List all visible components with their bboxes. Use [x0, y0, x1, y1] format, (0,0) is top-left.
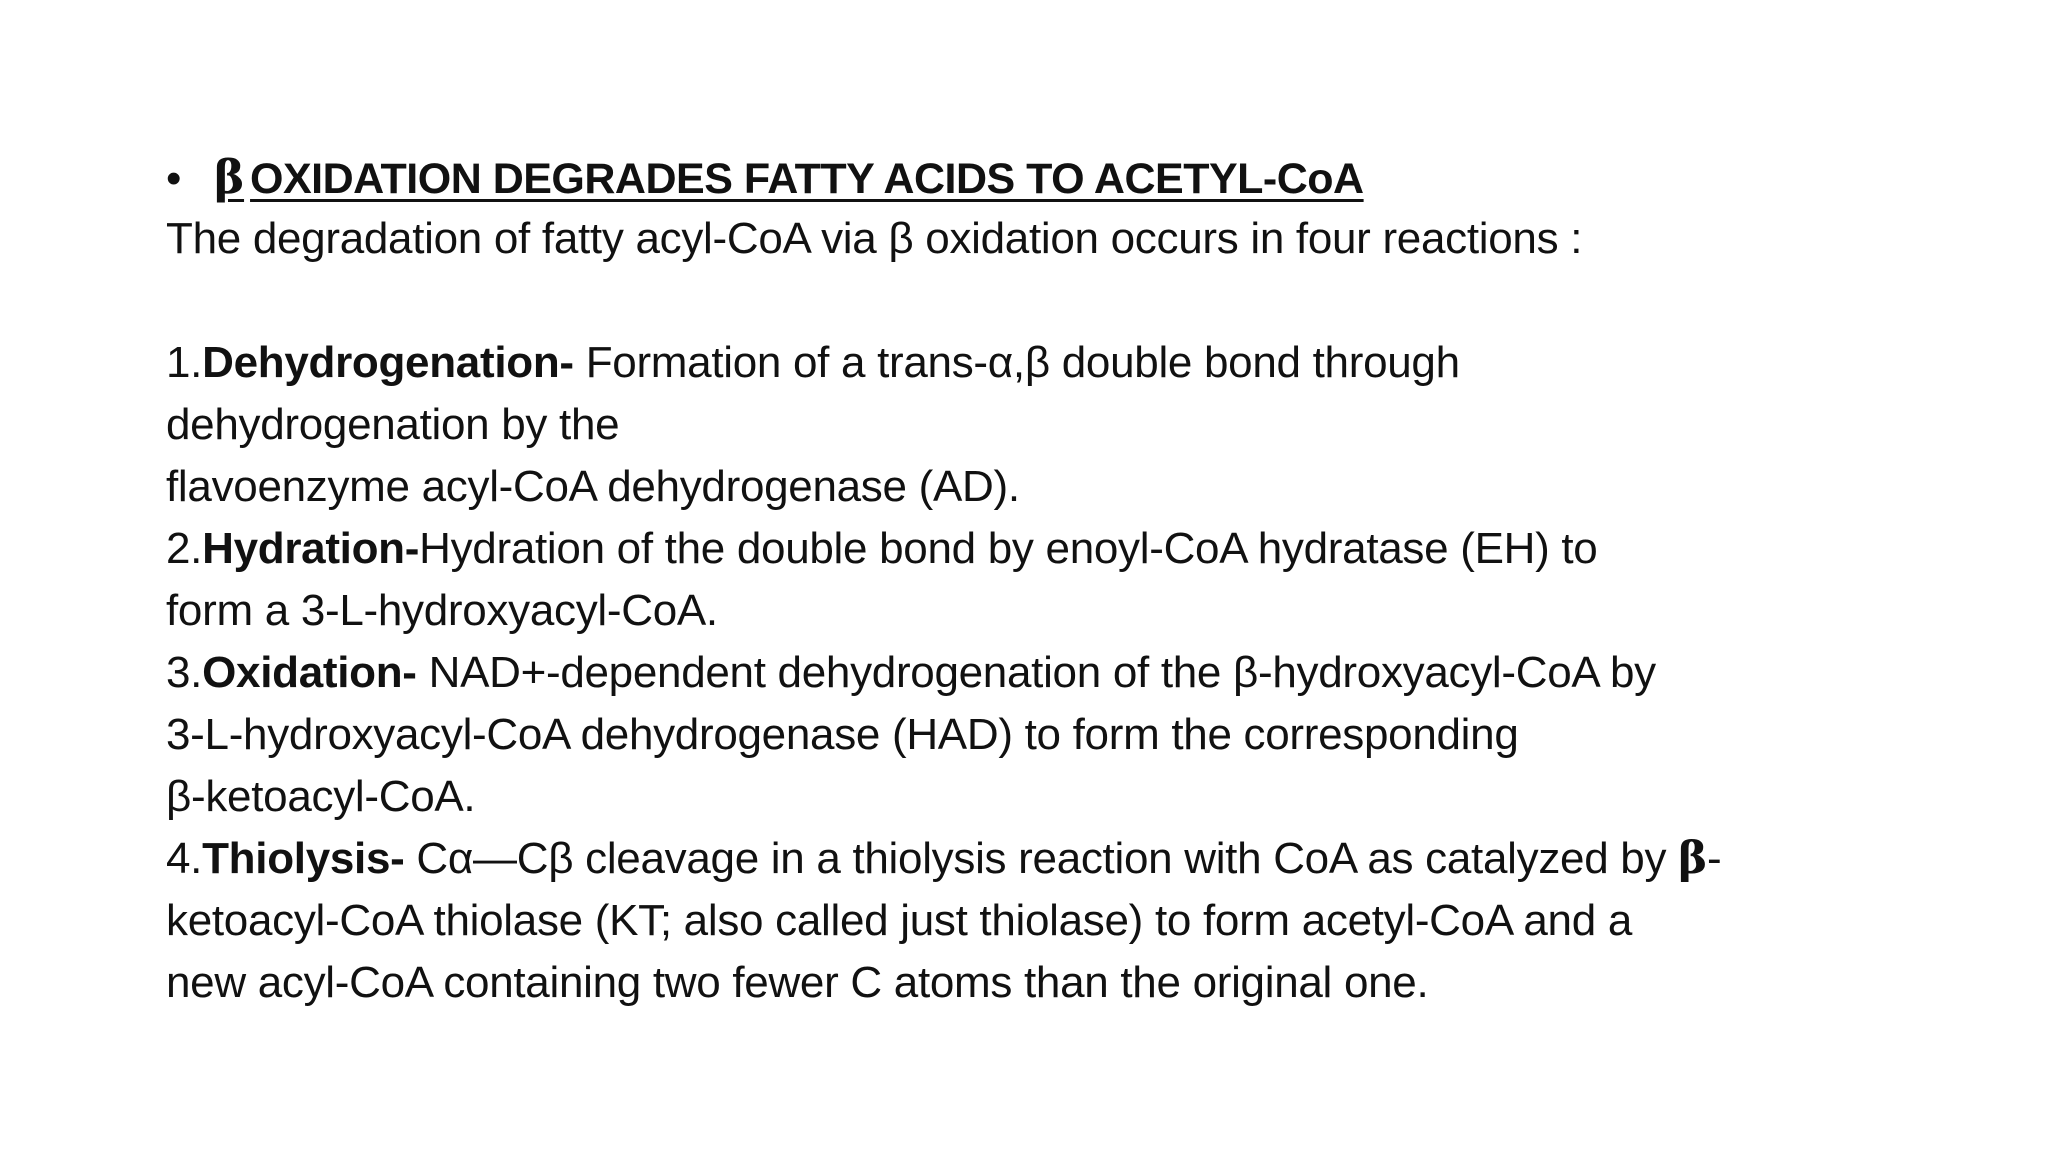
slide-heading: [214, 146, 1364, 210]
step-1-line-2: dehydrogenation by the: [166, 400, 620, 449]
step-3-text-1: NAD+-dependent dehydrogenation of the β-hydroxyacyl-CoA by: [416, 648, 1656, 697]
step-4-text-1: Cα—Cβ cleavage in a thiolysis reaction with CoA as catalyzed by: [404, 834, 1679, 883]
step-4-number: 4.: [166, 834, 203, 883]
step-4-line-1: [166, 828, 1886, 890]
slide-content: [166, 146, 1886, 1014]
step-4-bold-beta: β: [1678, 833, 1708, 884]
step-1-number: 1.: [166, 338, 203, 387]
blank-line: [166, 270, 1886, 332]
heading-text: OXIDATION DEGRADES FATTY ACIDS TO ACETYL-CoA: [250, 155, 1364, 203]
step-2-number: 2.: [166, 524, 203, 573]
step-3-line-1: [166, 642, 1886, 704]
step-1-term: Dehydrogenation-: [202, 338, 574, 387]
step-1-line-3: flavoenzyme acyl-CoA dehydrogenase (AD).: [166, 462, 1020, 511]
step-2-text-1: Hydration of the double bond by enoyl-CoA hydratase (EH) to: [419, 524, 1598, 573]
step-4-line-2: ketoacyl-CoA thiolase (KT; also called just thiolase) to form acetyl-CoA and a: [166, 896, 1632, 945]
step-3-number: 3.: [166, 648, 203, 697]
heading-row: [166, 146, 1886, 208]
step-3-line-2: 3-L-hydroxyacyl-CoA dehydrogenase (HAD) to form the corresponding: [166, 710, 1519, 759]
step-2-line-1: [166, 518, 1886, 580]
step-3-line-3: β-ketoacyl-CoA.: [166, 772, 476, 821]
step-2-term: Hydration-: [202, 524, 420, 573]
step-1-line-1: [166, 332, 1886, 394]
step-4-line-3: new acyl-CoA containing two fewer C atoms than the original one.: [166, 958, 1429, 1007]
step-1-text-1: Formation of a trans-α,β double bond through: [573, 338, 1460, 387]
step-2-line-2: form a 3-L-hydroxyacyl-CoA.: [166, 586, 718, 635]
step-4-text-1-end: -: [1707, 834, 1722, 883]
step-4-term: Thiolysis-: [202, 834, 405, 883]
intro-text: The degradation of fatty acyl-CoA via β oxidation occurs in four reactions :: [166, 214, 1583, 263]
step-3-term: Oxidation-: [202, 648, 417, 697]
bullet-icon: •: [166, 154, 182, 203]
heading-beta-symbol: β: [214, 150, 245, 204]
